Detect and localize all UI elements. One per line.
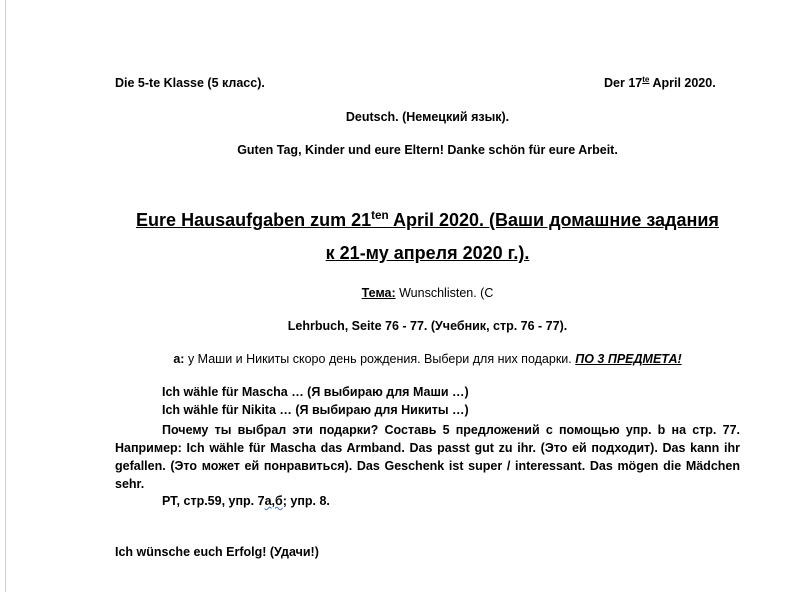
date-label: Der $17^{te}$ April 2020. [604, 74, 716, 90]
explanation-paragraph: Почему ты выбрал эти подарки? Составь 5 предложений с помощью упр. b на стр. 77. Например: Ich wähle für Mascha das Armband. Das passt gut zu ihr. (Это ей подходит). Das kann ihr gefallen. (Это может ей понравиться). Das Geschenk ist super / interessant. Das mögen die Mädchen sehr. [115, 423, 740, 491]
task-a-emphasis: ПО 3 ПРЕДМЕТА! [575, 352, 682, 366]
homework-title-line-1: Eure Hausaufgaben zum $21^{ten}$ April 2020. (Ваши домашние задания [136, 209, 719, 230]
choice-nikita: Ich wähle für Nikita … (Я выбираю для Никиты …) [162, 403, 469, 417]
closing-line: Ich wünsche euch Erfolg! (Удачи!) [115, 545, 319, 559]
task-a-line: a: у Маши и Никиты скоро день рождения. Выбери для них подарки. ПО 3 ПРЕДМЕТА! [173, 352, 682, 366]
topic-label: Тема: [361, 286, 396, 300]
greeting-line: Guten Tag, Kinder und eure Eltern! Danke schön für eure Arbeit. [237, 143, 618, 157]
choice-mascha: Ich wähle für Mascha … (Я выбираю для Маши …) [162, 385, 469, 399]
topic-line: Тема: Wunschlisten. (С [361, 286, 494, 300]
subject-line: Deutsch. (Немецкий язык). [345, 110, 510, 124]
homework-title-line-2: к 21-му апреля 2020 г.). [325, 243, 530, 263]
spellcheck-mark: а,б [264, 494, 283, 508]
textbook-line: Lehrbuch, Seite 76 - 77. (Учебник, стр. 76 - 77). [287, 319, 568, 333]
workbook-line: РТ, стр.59, упр. 7а,б; упр. 8. [162, 494, 330, 508]
class-label: Die 5-te Klasse (5 класс). [115, 76, 265, 90]
